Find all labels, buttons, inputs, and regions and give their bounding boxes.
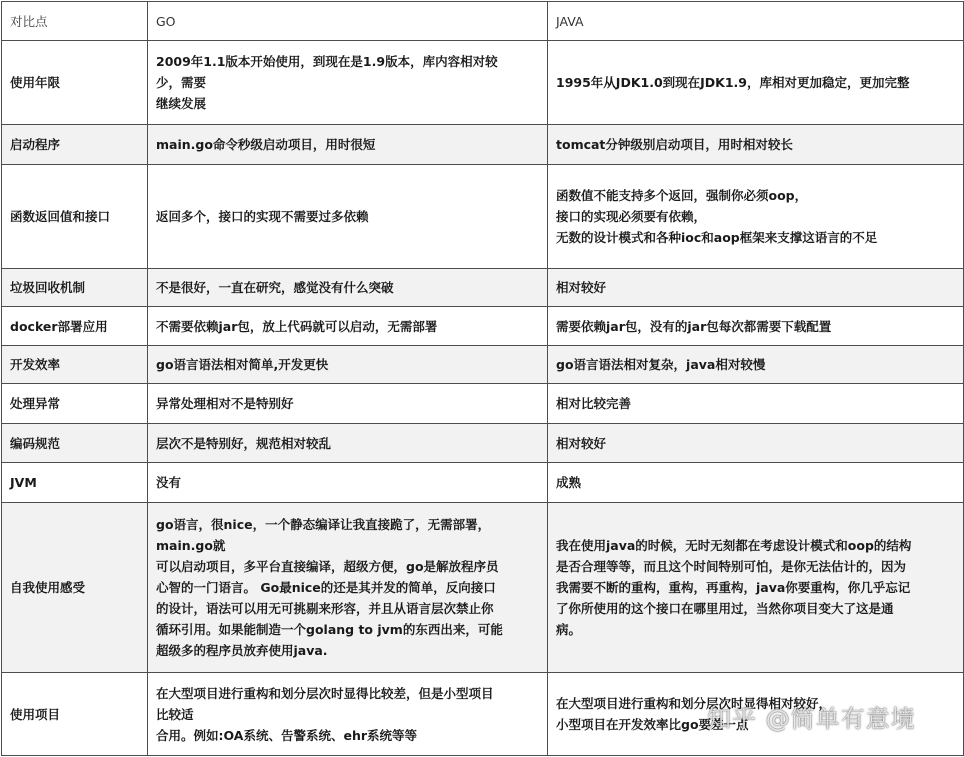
go-cell-line: 可以启动项目，多平台直接编译，超级方便，go是解放程序员 — [156, 559, 499, 574]
table-row — [2, 41, 964, 125]
header-go: GO — [148, 2, 548, 41]
go-cell — [148, 673, 548, 756]
table-row — [2, 384, 964, 424]
java-cell — [548, 41, 964, 125]
go-cell-line: 比较适 — [156, 706, 194, 722]
comparison-table — [1, 1, 964, 756]
go-cell-line: 超级多的程序员放弃使用java. — [156, 643, 328, 658]
go-cell-line: 2009年1.1版本开始使用，到现在是1.9版本，库内容相对较 — [156, 54, 498, 69]
java-cell-line: 1995年从JDK1.0到现在JDK1.9，库相对更加稳定，更加完整 — [556, 75, 910, 90]
java-cell-line: 相对较好 — [556, 435, 607, 451]
comparison-point: JVM — [2, 463, 148, 503]
go-cell-line: go语言语法相对简单,开发更快 — [156, 357, 329, 372]
table-row — [2, 463, 964, 503]
java-cell — [548, 463, 964, 503]
java-cell-line: tomcat分钟级别启动项目，用时相对较长 — [556, 137, 793, 152]
go-cell-line: 心智的一门语言。 Go最nice的还是其并发的简单，反向接口 — [156, 580, 496, 595]
go-cell — [148, 346, 548, 384]
java-cell-line: 函数值不能支持多个返回，强制你必须oop， — [556, 188, 808, 203]
comparison-point: 启动程序 — [2, 125, 148, 165]
java-cell — [548, 307, 964, 346]
comparison-point: 函数返回值和接口 — [2, 165, 148, 269]
go-cell — [148, 424, 548, 463]
zhihu-watermark: 知乎 @简单有意境 — [707, 705, 916, 733]
go-cell — [148, 307, 548, 346]
java-cell — [548, 503, 964, 673]
java-cell — [548, 424, 964, 463]
java-cell — [548, 125, 964, 165]
java-cell-line: 成熟 — [556, 475, 582, 490]
comparison-point: docker部署应用 — [2, 307, 148, 346]
comparison-point: 使用年限 — [2, 41, 148, 125]
go-cell — [148, 269, 548, 307]
java-cell-line: 我需要不断的重构，重构，再重构，java你要重构，你几乎忘记 — [556, 580, 911, 595]
table-row — [2, 125, 964, 165]
go-cell — [148, 125, 548, 165]
table-row — [2, 307, 964, 346]
comparison-point: 使用项目 — [2, 673, 148, 756]
java-cell-line: 病。 — [556, 622, 582, 637]
go-cell — [148, 41, 548, 125]
java-cell-line: go语言语法相对复杂，java相对较慢 — [556, 357, 766, 372]
java-cell — [548, 673, 964, 756]
table-row — [2, 424, 964, 463]
go-cell — [148, 165, 548, 269]
go-cell-line: go语言，很nice，一个静态编译让我直接跪了，无需部署， — [156, 517, 491, 532]
java-cell — [548, 384, 964, 424]
go-cell-line: 异常处理相对不是特别好 — [156, 396, 294, 411]
java-cell-line: 无数的设计模式和各种ioc和aop框架来支撑这语言的不足 — [556, 230, 878, 245]
go-cell-line: main.go命令秒级启动项目，用时很短 — [156, 137, 376, 152]
go-cell-line: 返回多个，接口的实现不需要过多依赖 — [156, 209, 369, 224]
go-cell-line: 的设计，语法可以用无可挑剔来形容，并且从语言层次禁止你 — [156, 601, 494, 616]
java-cell-line: 了你所使用的这个接口在哪里用过，当然你项目变大了这是通 — [556, 601, 894, 616]
table-row — [2, 346, 964, 384]
java-cell — [548, 346, 964, 384]
header-java: JAVA — [548, 2, 964, 41]
java-cell-line: 小型项目在开发效率比go要差一点 — [556, 717, 749, 732]
table-row — [2, 269, 964, 307]
go-cell-line: 不是很好，一直在研究，感觉没有什么突破 — [156, 280, 394, 295]
table-row — [2, 673, 964, 756]
go-cell-line: 少，需要 — [156, 75, 207, 90]
java-cell-line: 相对较好 — [556, 280, 607, 295]
go-cell-line: 合用。例如:OA系统、告警系统、ehr系统等等 — [156, 727, 418, 743]
go-cell — [148, 463, 548, 503]
go-cell-line: 循环引用。如果能制造一个golang to jvm的东西出来，可能 — [156, 622, 503, 637]
comparison-point: 自我使用感受 — [2, 503, 148, 673]
java-cell-line: 接口的实现必须要有依赖， — [556, 209, 707, 224]
go-cell-line: main.go就 — [156, 538, 226, 553]
java-cell-line: 需要依赖jar包，没有的jar包每次都需要下载配置 — [556, 318, 832, 334]
comparison-point: 垃圾回收机制 — [2, 269, 148, 307]
table-row — [2, 503, 964, 673]
go-cell-line: 继续发展 — [156, 96, 207, 111]
go-cell-line: 没有 — [156, 475, 182, 490]
java-cell-line: 在大型项目进行重构和划分层次时显得相对较好， — [556, 696, 832, 711]
go-cell-line: 在大型项目进行重构和划分层次时显得比较差，但是小型项目 — [156, 685, 494, 701]
go-cell — [148, 503, 548, 673]
table-header-row — [2, 2, 964, 41]
java-cell-line: 相对比较完善 — [556, 396, 632, 411]
header-point: 对比点 — [2, 2, 148, 41]
java-cell — [548, 269, 964, 307]
go-cell-line: 不需要依赖jar包，放上代码就可以启动，无需部署 — [156, 318, 438, 334]
comparison-point: 编码规范 — [2, 424, 148, 463]
java-cell-line: 是否合理等等，而且这个时间特别可怕，是你无法估计的，因为 — [556, 559, 907, 574]
java-cell — [548, 165, 964, 269]
comparison-point: 开发效率 — [2, 346, 148, 384]
java-cell-line: 我在使用java的时候，无时无刻都在考虑设计模式和oop的结构 — [556, 538, 912, 553]
table-row — [2, 165, 964, 269]
go-cell-line: 层次不是特别好，规范相对较乱 — [156, 435, 332, 451]
comparison-point: 处理异常 — [2, 384, 148, 424]
go-cell — [148, 384, 548, 424]
